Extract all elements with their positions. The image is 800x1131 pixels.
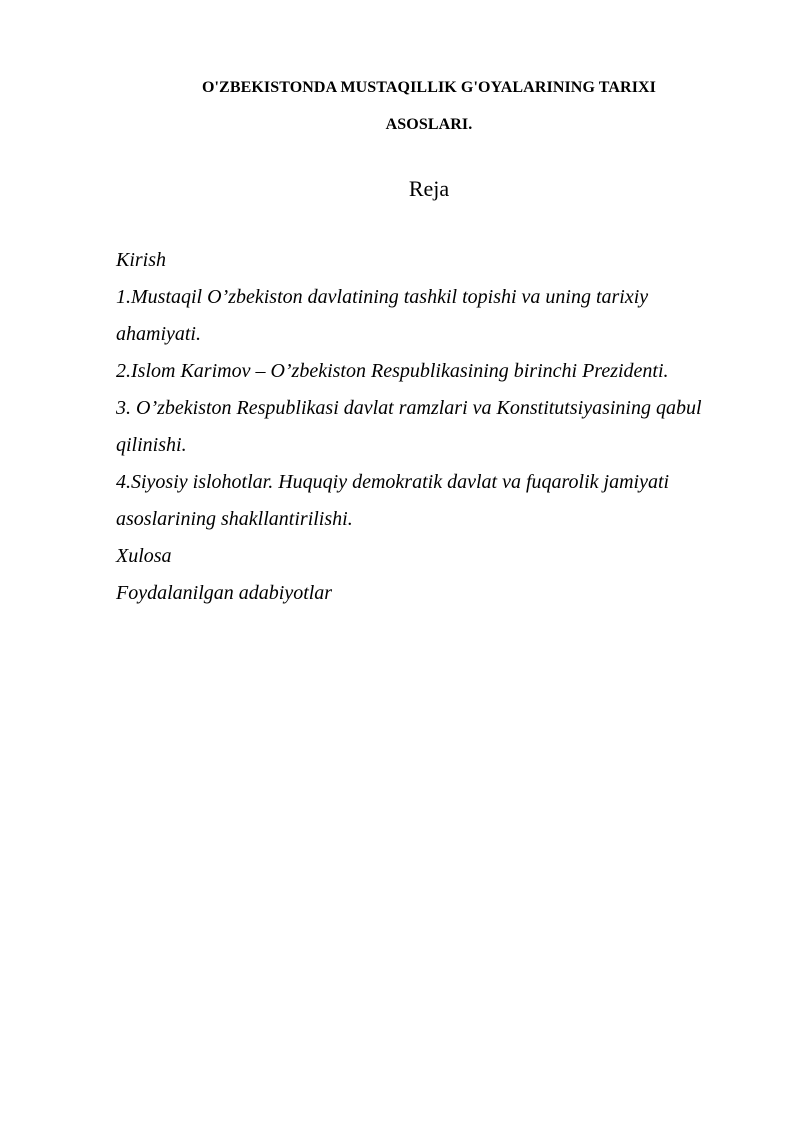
document-title [130, 69, 728, 143]
plan-item-3: 3. O’zbekiston Respublikasi davlat ramzlari va Konstitutsiyasining qabul qilinishi. [116, 397, 702, 456]
plan-item-4: 4.Siyosiy islohotlar. Huquqiy demokratik davlat va fuqarolik jamiyati asoslarining shakllantirilishi. [116, 471, 670, 530]
plan-item-references: Foydalanilgan adabiyotlar [116, 582, 333, 604]
plan-item-2: 2.Islom Karimov – O’zbekiston Respublikasining birinchi Prezidenti. [116, 360, 669, 382]
document-title-line-2: ASOSLARI. [385, 116, 473, 133]
plan-item-conclusion: Xulosa [116, 545, 172, 567]
plan-list [116, 242, 736, 612]
plan-item-1: 1.Mustaqil O’zbekiston davlatining tashkil topishi va uning tarixiy ahamiyati. [116, 286, 649, 345]
plan-heading: Reja [408, 176, 450, 201]
document-title-line-1: O'ZBEKISTONDA MUSTAQILLIK G'OYALARINING TARIXI [201, 79, 657, 96]
plan-item-introduction: Kirish [116, 249, 167, 271]
